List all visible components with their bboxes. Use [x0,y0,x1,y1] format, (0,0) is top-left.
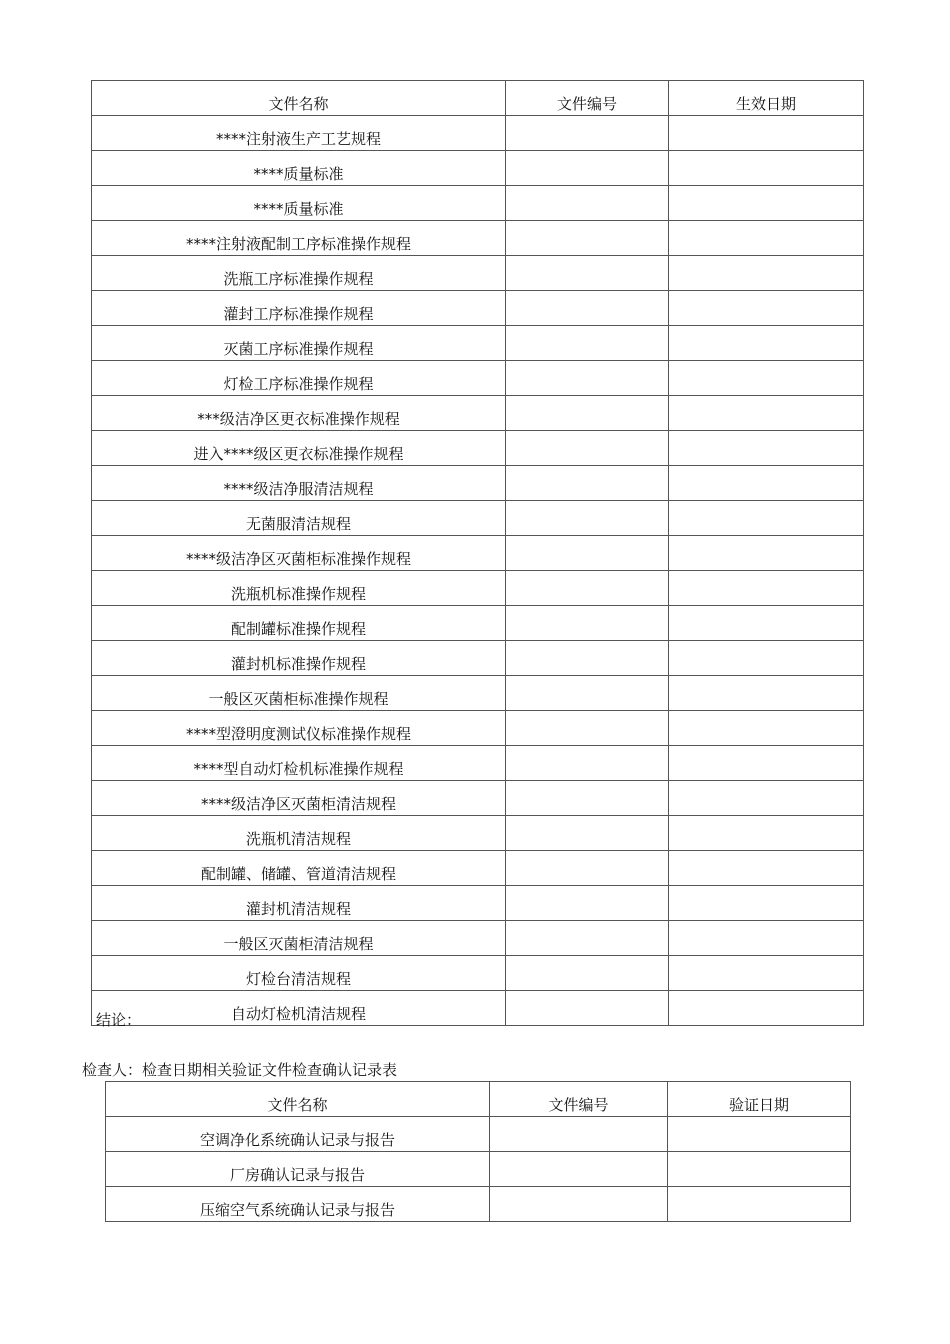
date-cell [669,606,864,641]
file-number-cell [506,956,669,991]
verification-check-table-body [106,1117,851,1222]
file-number-cell [506,571,669,606]
table-row [92,816,864,851]
file-number-cell [506,326,669,361]
file-number-cell [506,361,669,396]
file-name-cell: ****质量标准 [92,186,506,221]
file-number-cell [490,1152,668,1187]
file-name-cell: ****级洁净区灭菌柜清洁规程 [92,781,506,816]
date-cell [669,116,864,151]
table-row [92,676,864,711]
file-number-cell [490,1117,668,1152]
file-number-cell [506,501,669,536]
file-number-cell [506,886,669,921]
date-cell [669,431,864,466]
table-row [106,1152,851,1187]
table-row [92,221,864,256]
table-row [92,956,864,991]
conclusion-label: 结论： [96,1011,142,1029]
date-cell [668,1117,851,1152]
file-number-cell [506,186,669,221]
header-file-name: 文件名称 [106,1082,490,1117]
file-name-cell: 进入****级区更衣标准操作规程 [92,431,506,466]
date-cell [669,956,864,991]
file-number-cell [506,431,669,466]
table-row [92,431,864,466]
file-name-cell: 灌封机标准操作规程 [92,641,506,676]
file-number-cell [506,396,669,431]
file-number-cell [506,851,669,886]
file-name-cell: 无菌服清洁规程 [92,501,506,536]
file-number-cell [506,991,669,1026]
file-name-cell: 一般区灭菌柜标准操作规程 [92,676,506,711]
file-number-cell [506,256,669,291]
file-name-cell: ****级洁净区灭菌柜标准操作规程 [92,536,506,571]
date-cell [669,921,864,956]
file-number-cell [506,606,669,641]
header-file-name: 文件名称 [92,81,506,116]
file-number-cell [506,536,669,571]
table-row [92,746,864,781]
table-row [92,116,864,151]
file-name-cell: 灌封机清洁规程 [92,886,506,921]
table-row [92,151,864,186]
table-row [92,886,864,921]
document-check-table [91,80,864,1026]
file-name-cell: ***级洁净区更衣标准操作规程 [92,396,506,431]
table-header-row [106,1082,851,1117]
table-row [92,641,864,676]
date-cell [669,781,864,816]
file-name-cell: ****注射液生产工艺规程 [92,116,506,151]
table-row [92,256,864,291]
table-header-row [92,81,864,116]
file-number-cell [506,921,669,956]
inspector-and-table-title: 检查人：检查日期相关验证文件检查确认记录表 [82,1061,398,1079]
date-cell [669,886,864,921]
date-cell [669,571,864,606]
table-row [92,536,864,571]
file-name-cell: 灯检台清洁规程 [92,956,506,991]
header-file-number: 文件编号 [490,1082,668,1117]
date-cell [669,151,864,186]
file-number-cell [506,116,669,151]
table-row [92,186,864,221]
file-name-cell: 自动灯检机清洁规程 [92,991,506,1026]
date-cell [669,746,864,781]
file-number-cell [506,781,669,816]
file-name-cell: 洗瓶机标准操作规程 [92,571,506,606]
file-name-cell: 一般区灭菌柜清洁规程 [92,921,506,956]
file-number-cell [506,466,669,501]
table-row [92,361,864,396]
file-name-cell: 灌封工序标准操作规程 [92,291,506,326]
table-row [92,501,864,536]
file-name-cell: ****质量标准 [92,151,506,186]
table-row [92,466,864,501]
file-name-cell: ****型澄明度测试仪标准操作规程 [92,711,506,746]
date-cell [669,501,864,536]
file-name-cell: 压缩空气系统确认记录与报告 [106,1187,490,1222]
date-cell [669,186,864,221]
table-row [92,291,864,326]
file-name-cell: 洗瓶工序标准操作规程 [92,256,506,291]
header-file-number: 文件编号 [506,81,669,116]
date-cell [669,396,864,431]
date-cell [669,361,864,396]
file-name-cell: ****注射液配制工序标准操作规程 [92,221,506,256]
table-row [92,781,864,816]
file-number-cell [490,1187,668,1222]
file-number-cell [506,151,669,186]
table-row [92,396,864,431]
date-cell [669,991,864,1026]
date-cell [668,1187,851,1222]
date-cell [669,711,864,746]
header-verification-date: 验证日期 [668,1082,851,1117]
date-cell [669,641,864,676]
file-number-cell [506,676,669,711]
file-name-cell: 洗瓶机清洁规程 [92,816,506,851]
header-effective-date: 生效日期 [669,81,864,116]
table-row [92,991,864,1026]
date-cell [668,1152,851,1187]
table-row [92,711,864,746]
verification-check-table [105,1081,851,1222]
document-check-table-body [92,116,864,1026]
date-cell [669,256,864,291]
file-name-cell: 灭菌工序标准操作规程 [92,326,506,361]
date-cell [669,816,864,851]
file-number-cell [506,746,669,781]
table-row [92,606,864,641]
table-row [92,921,864,956]
table-row [106,1117,851,1152]
date-cell [669,536,864,571]
file-name-cell: ****级洁净服清洁规程 [92,466,506,501]
file-number-cell [506,816,669,851]
table-row [106,1187,851,1222]
date-cell [669,221,864,256]
file-name-cell: 灯检工序标准操作规程 [92,361,506,396]
date-cell [669,466,864,501]
file-name-cell: 配制罐标准操作规程 [92,606,506,641]
table-row [92,851,864,886]
date-cell [669,291,864,326]
file-name-cell: ****型自动灯检机标准操作规程 [92,746,506,781]
date-cell [669,326,864,361]
date-cell [669,676,864,711]
file-name-cell: 空调净化系统确认记录与报告 [106,1117,490,1152]
file-name-cell: 配制罐、储罐、管道清洁规程 [92,851,506,886]
table-row [92,326,864,361]
file-number-cell [506,711,669,746]
file-number-cell [506,291,669,326]
table-row [92,571,864,606]
file-number-cell [506,641,669,676]
file-name-cell: 厂房确认记录与报告 [106,1152,490,1187]
file-number-cell [506,221,669,256]
date-cell [669,851,864,886]
